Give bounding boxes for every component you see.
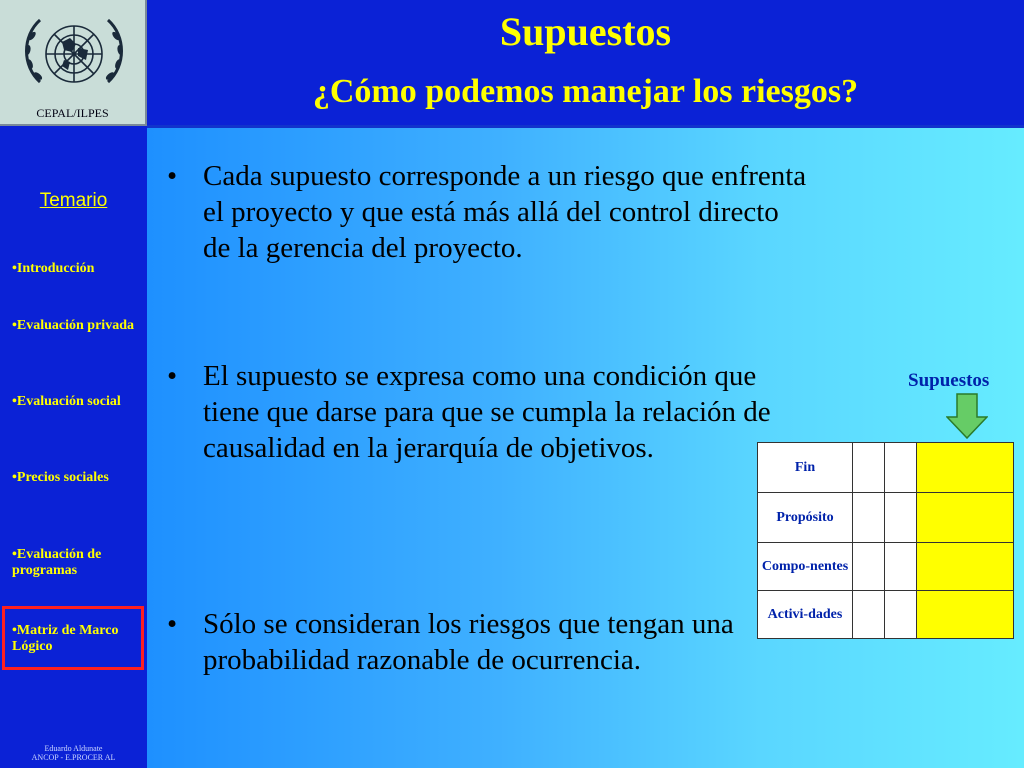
matrix-cell xyxy=(885,543,917,591)
logo xyxy=(0,0,147,126)
matrix-row-label: Propósito xyxy=(758,493,853,543)
slide-title: Supuestos xyxy=(499,9,672,54)
bullet-text: Sólo se consideran los riesgos que tengan una probabilidad razonable de ocurrencia. xyxy=(203,608,734,676)
matrix-supuestos-cell xyxy=(917,493,1014,543)
bullet-marker: • xyxy=(167,160,178,192)
matrix-row xyxy=(758,591,1014,639)
matrix-supuestos-cell xyxy=(917,591,1014,639)
matrix-row xyxy=(758,543,1014,591)
un-emblem-icon xyxy=(14,6,134,106)
matrix-cell xyxy=(885,591,917,639)
nav-item-precios-sociales[interactable]: •Precios sociales xyxy=(12,470,109,485)
footer-line: Eduardo Aldunate xyxy=(44,744,103,753)
nav-item-evaluacion-privada[interactable]: •Evaluación privada xyxy=(12,318,134,333)
logo-caption: CEPAL/ILPES xyxy=(36,106,109,120)
nav-item-introduccion[interactable]: •Introducción xyxy=(12,261,95,276)
matrix-cell xyxy=(853,493,885,543)
bullet-item xyxy=(167,606,807,678)
footer-line: ANCOP - E.PROCER AL xyxy=(31,753,116,762)
supuestos-label: Supuestos xyxy=(908,370,990,391)
matrix-cell xyxy=(885,443,917,493)
matrix-cell xyxy=(853,543,885,591)
footer-note xyxy=(0,744,147,762)
bullet-item xyxy=(167,158,807,266)
matrix-cell xyxy=(853,591,885,639)
bullet-marker: • xyxy=(167,608,178,640)
matrix-supuestos-cell xyxy=(917,543,1014,591)
nav-item-evaluacion-programas[interactable]: •Evaluación de programas xyxy=(12,547,102,578)
matrix-row-label: Compo-nentes xyxy=(758,543,853,591)
matrix-row-label: Fin xyxy=(758,443,853,493)
matrix-cell xyxy=(853,443,885,493)
logical-framework-matrix xyxy=(757,442,1014,639)
bullet-text: El supuesto se expresa como una condición que tiene que darse para que se cumpla la relación de causalidad en la jerarquía de objetivos. xyxy=(203,360,771,464)
bullet-text: Cada supuesto corresponde a un riesgo que enfrenta el proyecto y que está más allá del control directo de la gerencia del proyecto. xyxy=(203,160,807,264)
down-arrow-icon xyxy=(946,393,988,439)
matrix-supuestos-cell xyxy=(917,443,1014,493)
matrix-row xyxy=(758,443,1014,493)
matrix-cell xyxy=(885,493,917,543)
nav-item-matriz-marco-logico[interactable]: •Matriz de Marco Lógico xyxy=(12,623,119,654)
slide-subtitle: ¿Cómo podemos manejar los riesgos? xyxy=(312,73,859,110)
bullet-item xyxy=(167,358,777,466)
matrix-row xyxy=(758,493,1014,543)
temario-link[interactable]: Temario xyxy=(39,190,108,211)
matrix-row-label: Activi-dades xyxy=(758,591,853,639)
nav-item-evaluacion-social[interactable]: •Evaluación social xyxy=(12,394,121,409)
bullet-marker: • xyxy=(167,360,178,392)
